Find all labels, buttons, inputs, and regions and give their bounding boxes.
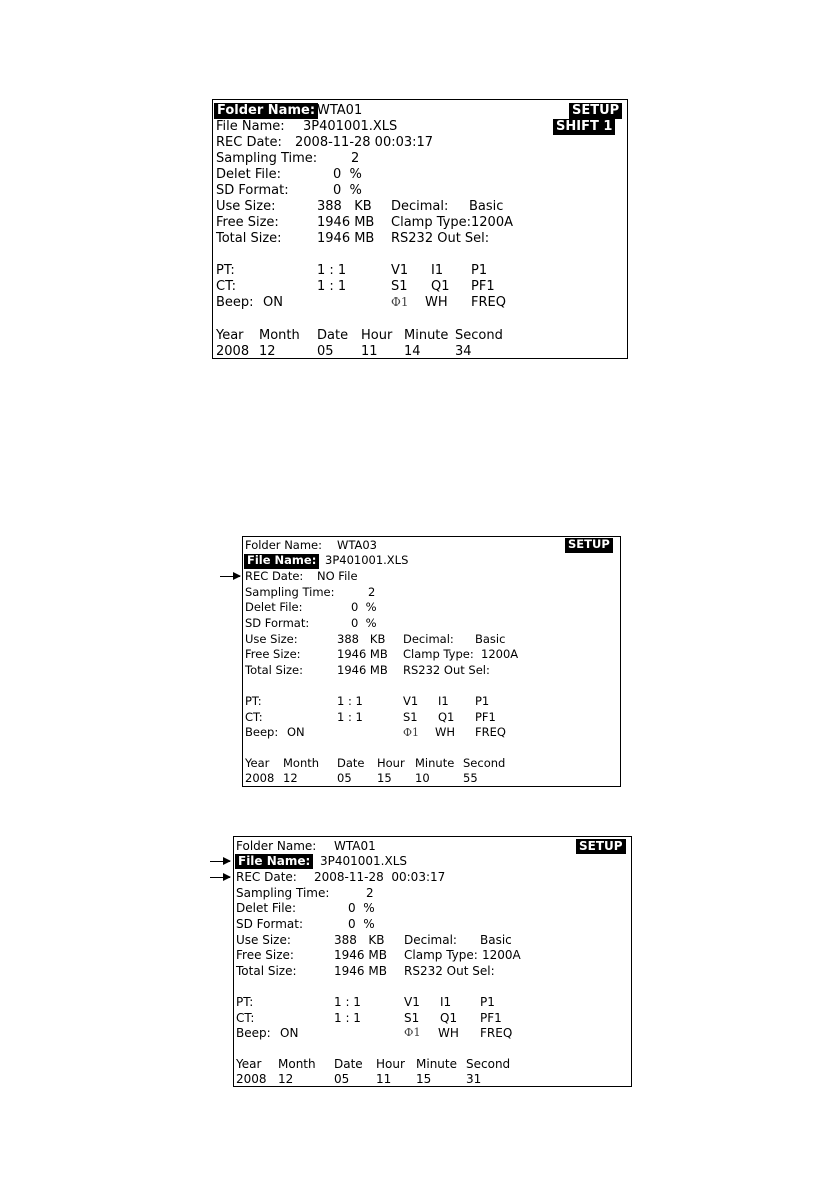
out-pf1: PF1 bbox=[475, 710, 496, 724]
delet-file-label: Delet File: bbox=[245, 600, 303, 614]
rec-date-value: 2008-11-28 00:03:17 bbox=[295, 135, 434, 150]
decimal-value: Basic bbox=[475, 632, 506, 646]
out-v1: V1 bbox=[403, 694, 419, 708]
month-value: 12 bbox=[259, 344, 276, 359]
use-size-value: 388 KB bbox=[334, 933, 385, 947]
beep-label: Beep: bbox=[236, 1026, 271, 1040]
arrow-pointer-rec-date bbox=[220, 576, 240, 577]
sd-format-label: SD Format: bbox=[245, 616, 310, 630]
free-size-value: 1946 MB bbox=[337, 647, 388, 661]
beep-label: Beep: bbox=[245, 725, 279, 739]
beep-value: ON bbox=[287, 725, 305, 739]
rs232-label: RS232 Out Sel: bbox=[391, 231, 490, 246]
folder-name-label: Folder Name: bbox=[236, 839, 317, 853]
beep-value: ON bbox=[263, 295, 283, 310]
out-v1: V1 bbox=[404, 995, 420, 1009]
sd-format-value: 0 % bbox=[348, 917, 375, 931]
ct-value: 1 : 1 bbox=[334, 1011, 361, 1025]
use-size-label: Use Size: bbox=[216, 199, 276, 214]
date-value: 05 bbox=[317, 344, 334, 359]
clamp-type-label: Clamp Type: bbox=[403, 647, 474, 661]
out-q1: Q1 bbox=[440, 1011, 458, 1025]
out-freq: FREQ bbox=[480, 1026, 513, 1040]
sampling-time-value: 2 bbox=[366, 886, 374, 900]
date-label: Date bbox=[334, 1057, 363, 1071]
rec-date-value: NO File bbox=[317, 569, 358, 583]
total-size-label: Total Size: bbox=[236, 964, 297, 978]
rs232-label: RS232 Out Sel: bbox=[403, 663, 490, 677]
out-p1: P1 bbox=[480, 995, 495, 1009]
pt-value: 1 : 1 bbox=[317, 263, 347, 278]
ct-label: CT: bbox=[216, 279, 236, 294]
second-value: 31 bbox=[466, 1072, 482, 1086]
folder-name-value: WTA01 bbox=[317, 103, 363, 118]
ct-value: 1 : 1 bbox=[317, 279, 347, 294]
decimal-value: Basic bbox=[469, 199, 504, 214]
hour-label: Hour bbox=[377, 756, 405, 770]
setup-screen-1 bbox=[212, 99, 628, 359]
clamp-type-label: Clamp Type: bbox=[391, 215, 471, 230]
decimal-label: Decimal: bbox=[404, 933, 457, 947]
hour-label: Hour bbox=[376, 1057, 405, 1071]
out-wh: WH bbox=[435, 725, 456, 739]
year-label: Year bbox=[236, 1057, 262, 1071]
out-wh: WH bbox=[425, 295, 448, 310]
out-phi1: Φ1 bbox=[404, 1025, 421, 1039]
sd-format-label: SD Format: bbox=[216, 183, 289, 198]
pt-label: PT: bbox=[216, 263, 235, 278]
rec-date-label: REC Date: bbox=[236, 870, 297, 884]
file-name-value: 3P401001.XLS bbox=[320, 854, 408, 868]
setup-badge: SETUP bbox=[569, 103, 622, 119]
date-value: 05 bbox=[334, 1072, 350, 1086]
minute-value: 15 bbox=[416, 1072, 432, 1086]
out-freq: FREQ bbox=[471, 295, 506, 310]
minute-label: Minute bbox=[404, 328, 449, 343]
second-label: Second bbox=[463, 756, 506, 770]
month-label: Month bbox=[283, 756, 320, 770]
sd-format-value: 0 % bbox=[333, 183, 362, 198]
rec-date-label: REC Date: bbox=[216, 135, 282, 150]
free-size-value: 1946 MB bbox=[334, 948, 387, 962]
year-label: Year bbox=[216, 328, 244, 343]
rec-date-value: 2008-11-28 00:03:17 bbox=[314, 870, 446, 884]
free-size-label: Free Size: bbox=[245, 647, 301, 661]
out-s1: S1 bbox=[403, 710, 418, 724]
out-q1: Q1 bbox=[438, 710, 455, 724]
decimal-label: Decimal: bbox=[391, 199, 449, 214]
rec-date-label: REC Date: bbox=[245, 569, 304, 583]
out-i1: I1 bbox=[438, 694, 449, 708]
sampling-time-value: 2 bbox=[351, 151, 360, 166]
folder-name-value: WTA01 bbox=[334, 839, 376, 853]
year-label: Year bbox=[245, 756, 270, 770]
minute-value: 10 bbox=[415, 771, 430, 785]
use-size-value: 388 KB bbox=[337, 632, 386, 646]
year-value: 2008 bbox=[216, 344, 250, 359]
ct-value: 1 : 1 bbox=[337, 710, 363, 724]
month-value: 12 bbox=[283, 771, 298, 785]
free-size-value: 1946 MB bbox=[317, 215, 375, 230]
out-i1: I1 bbox=[440, 995, 452, 1009]
minute-label: Minute bbox=[416, 1057, 457, 1071]
clamp-type-value: 1200A bbox=[482, 948, 521, 962]
out-pf1: PF1 bbox=[480, 1011, 502, 1025]
folder-name-value: WTA03 bbox=[337, 538, 378, 552]
rs232-label: RS232 Out Sel: bbox=[404, 964, 495, 978]
second-value: 34 bbox=[455, 344, 472, 359]
shift-badge: SHIFT 1 bbox=[553, 119, 615, 135]
use-size-label: Use Size: bbox=[236, 933, 291, 947]
beep-label: Beep: bbox=[216, 295, 254, 310]
date-value: 05 bbox=[337, 771, 352, 785]
sd-format-value: 0 % bbox=[351, 616, 377, 630]
total-size-value: 1946 MB bbox=[334, 964, 387, 978]
clamp-type-label: Clamp Type: bbox=[404, 948, 478, 962]
decimal-value: Basic bbox=[480, 933, 512, 947]
setup-screen-2 bbox=[242, 536, 621, 787]
total-size-value: 1946 MB bbox=[337, 663, 388, 677]
sampling-time-label: Sampling Time: bbox=[245, 585, 335, 599]
ct-label: CT: bbox=[245, 710, 263, 724]
folder-name-label: Folder Name: bbox=[245, 538, 322, 552]
delet-file-value: 0 % bbox=[348, 901, 375, 915]
beep-value: ON bbox=[280, 1026, 299, 1040]
file-name-label: File Name: bbox=[216, 119, 285, 134]
month-label: Month bbox=[278, 1057, 316, 1071]
delet-file-label: Delet File: bbox=[236, 901, 296, 915]
out-p1: P1 bbox=[471, 263, 488, 278]
setup-badge: SETUP bbox=[576, 839, 626, 854]
use-size-label: Use Size: bbox=[245, 632, 298, 646]
out-pf1: PF1 bbox=[471, 279, 495, 294]
out-s1: S1 bbox=[404, 1011, 420, 1025]
out-v1: V1 bbox=[391, 263, 409, 278]
arrow-pointer-file-name bbox=[210, 861, 230, 862]
folder-name-label: Folder Name: bbox=[214, 103, 318, 119]
delet-file-value: 0 % bbox=[351, 600, 377, 614]
second-label: Second bbox=[466, 1057, 511, 1071]
year-value: 2008 bbox=[236, 1072, 267, 1086]
setup-badge: SETUP bbox=[565, 538, 613, 553]
decimal-label: Decimal: bbox=[403, 632, 454, 646]
arrow-pointer-rec-date bbox=[210, 877, 230, 878]
file-name-value: 3P401001.XLS bbox=[325, 553, 409, 567]
pt-value: 1 : 1 bbox=[337, 694, 363, 708]
file-name-value: 3P401001.XLS bbox=[303, 119, 398, 134]
free-size-label: Free Size: bbox=[236, 948, 294, 962]
ct-label: CT: bbox=[236, 1011, 255, 1025]
out-s1: S1 bbox=[391, 279, 408, 294]
out-freq: FREQ bbox=[475, 725, 506, 739]
second-label: Second bbox=[455, 328, 503, 343]
pt-value: 1 : 1 bbox=[334, 995, 361, 1009]
file-name-label: File Name: bbox=[235, 854, 313, 869]
delet-file-label: Delet File: bbox=[216, 167, 281, 182]
use-size-value: 388 KB bbox=[317, 199, 372, 214]
date-label: Date bbox=[337, 756, 365, 770]
setup-screen-3 bbox=[233, 836, 632, 1087]
year-value: 2008 bbox=[245, 771, 275, 785]
date-label: Date bbox=[317, 328, 349, 343]
minute-value: 14 bbox=[404, 344, 421, 359]
out-phi1: Φ1 bbox=[403, 726, 420, 739]
out-q1: Q1 bbox=[431, 279, 450, 294]
month-value: 12 bbox=[278, 1072, 294, 1086]
hour-label: Hour bbox=[361, 328, 393, 343]
clamp-type-value: 1200A bbox=[471, 215, 513, 230]
file-name-label: File Name: bbox=[244, 554, 319, 569]
free-size-label: Free Size: bbox=[216, 215, 279, 230]
second-value: 55 bbox=[463, 771, 478, 785]
sampling-time-label: Sampling Time: bbox=[216, 151, 318, 166]
out-p1: P1 bbox=[475, 694, 490, 708]
month-label: Month bbox=[259, 328, 300, 343]
out-phi1: Φ1 bbox=[391, 295, 409, 309]
total-size-value: 1946 MB bbox=[317, 231, 375, 246]
hour-value: 15 bbox=[377, 771, 392, 785]
sampling-time-value: 2 bbox=[368, 585, 376, 599]
total-size-label: Total Size: bbox=[216, 231, 282, 246]
total-size-label: Total Size: bbox=[245, 663, 303, 677]
clamp-type-value: 1200A bbox=[481, 647, 519, 661]
sampling-time-label: Sampling Time: bbox=[236, 886, 330, 900]
out-i1: I1 bbox=[431, 263, 444, 278]
minute-label: Minute bbox=[415, 756, 455, 770]
pt-label: PT: bbox=[245, 694, 262, 708]
sd-format-label: SD Format: bbox=[236, 917, 304, 931]
hour-value: 11 bbox=[361, 344, 378, 359]
pt-label: PT: bbox=[236, 995, 254, 1009]
delet-file-value: 0 % bbox=[333, 167, 362, 182]
out-wh: WH bbox=[438, 1026, 459, 1040]
hour-value: 11 bbox=[376, 1072, 392, 1086]
